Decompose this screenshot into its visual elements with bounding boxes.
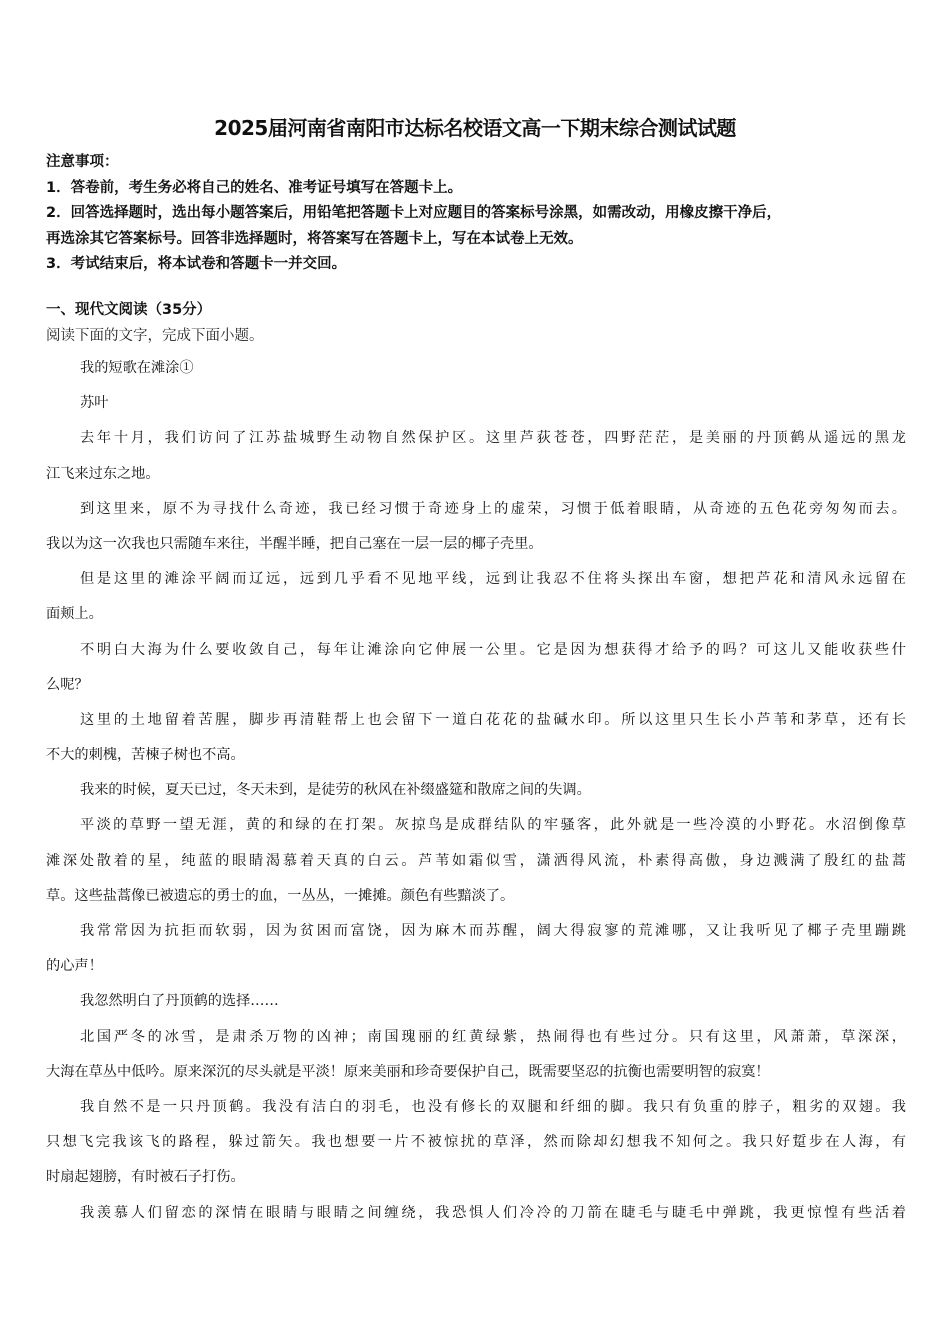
passage-line: 我自然不是一只丹顶鹤。我没有洁白的羽毛，也没有修长的双腿和纤细的脚。我只有负重的脖子，粗劣的双翅。我 (80, 1098, 906, 1115)
passage-line: 滩深处散着的星，纯蓝的眼睛渴慕着天真的白云。芦苇如霜似雪，潇洒得风流，朴素得高傲，身边溅满了殷红的盐蒿 (46, 852, 906, 869)
reading-instruction: 阅读下面的文字，完成下面小题。 (46, 328, 264, 344)
section-heading: 一、现代文阅读（35分） (46, 302, 212, 318)
notice-heading: 注意事项： (46, 154, 119, 170)
passage-line: 我的短歌在滩涂① (80, 360, 194, 376)
passage-line: 的心声！ (46, 958, 103, 975)
passage-line: 面颊上。 (46, 606, 103, 623)
passage-line: 到这里来，原不为寻找什么奇迹，我已经习惯于奇迹身上的虚荣，习惯于低着眼睛，从奇迹的五色花旁匆匆而去。 (80, 500, 906, 517)
passage-line: 去年十月，我们访问了江苏盐城野生动物自然保护区。这里芦荻苍苍，四野茫茫，是美丽的丹顶鹤从遥远的黑龙 (80, 430, 906, 447)
passage-line: 我羡慕人们留恋的深情在眼睛与眼睛之间缠绕，我恐惧人们冷冷的刀箭在睫毛与睫毛中弹跳，我更惊惶有些活着 (80, 1204, 906, 1221)
passage-line: 但是这里的滩涂平阔而辽远，远到几乎看不见地平线，远到让我忍不住将头探出车窗，想把芦花和清风永远留在 (80, 571, 906, 588)
passage-line: 苏叶 (80, 395, 109, 412)
passage-line: 北国严冬的冰雪，是肃杀万物的凶神；南国瑰丽的红黄绿紫，热闹得也有些过分。只有这里，风萧萧，草深深， (80, 1028, 906, 1045)
passage-line: 么呢？ (46, 676, 89, 693)
passage-line: 草。这些盐蒿像已被遗忘的勇士的血，一丛丛，一摊摊。颜色有些黯淡了。 (46, 887, 515, 904)
document-title: 2025届河南省南阳市达标名校语文高一下期末综合测试试题 (214, 116, 736, 140)
notice-item: 2．回答选择题时，选出每小题答案后，用铅笔把答题卡上对应题目的答案标号涂黑，如需改动，用橡皮擦干净后， (46, 205, 782, 221)
passage-line: 江飞来过东之地。 (46, 465, 160, 482)
passage-line: 我来的时候，夏天已过，冬天未到，是徒劳的秋风在补缀盛筵和散席之间的失调。 (80, 782, 591, 799)
passage-line: 这里的土地留着苦腥，脚步再清鞋帮上也会留下一道白花花的盐碱水印。所以这里只生长小芦苇和茅草，还有长 (80, 711, 906, 728)
notice-block (46, 150, 916, 278)
passage-line: 我以为这一次我也只需随车来往，半醒半睡，把自己塞在一层一层的椰子壳里。 (46, 535, 543, 552)
notice-item: 再选涂其它答案标号。回答非选择题时，将答案写在答题卡上，写在本试卷上无效。 (46, 230, 583, 247)
passage-line: 只想飞完我该飞的路程，躲过箭矢。我也想要一片不被惊扰的草泽，然而除却幻想我不知何之。我只好踅步在人海，有 (46, 1134, 906, 1151)
passage (46, 354, 906, 1234)
notice-item: 1．答卷前，考生务必将自己的姓名、准考证号填写在答题卡上。 (46, 179, 463, 196)
passage-line: 时扇起翅膀，有时被石子打伤。 (46, 1169, 245, 1186)
passage-line: 我忽然明白了丹顶鹤的选择…… (80, 993, 279, 1010)
passage-line: 大海在草丛中低吟。原来深沉的尽头就是平淡！原来美丽和珍奇要保护自己，既需要坚忍的抗衡也需要明智的寂寞！ (46, 1063, 770, 1080)
passage-line: 我常常因为抗拒而软弱，因为贫困而富饶，因为麻木而苏醒，阔大得寂寥的荒滩哪，又让我听见了椰子壳里蹦跳 (80, 923, 906, 939)
passage-line: 平淡的草野一望无涯，黄的和绿的在打架。灰掠鸟是成群结队的牢骚客，此外就是一些冷漠的小野花。水沼倒像草 (80, 817, 906, 834)
notice-item: 3．考试结束后，将本试卷和答题卡一并交回。 (46, 256, 347, 272)
passage-line: 不明白大海为什么要收敛自己，每年让滩涂向它伸展一公里。它是因为想获得才给予的吗？可这儿又能收获些什 (80, 641, 906, 658)
passage-line: 不大的刺槐，苦楝子树也不高。 (46, 747, 245, 764)
